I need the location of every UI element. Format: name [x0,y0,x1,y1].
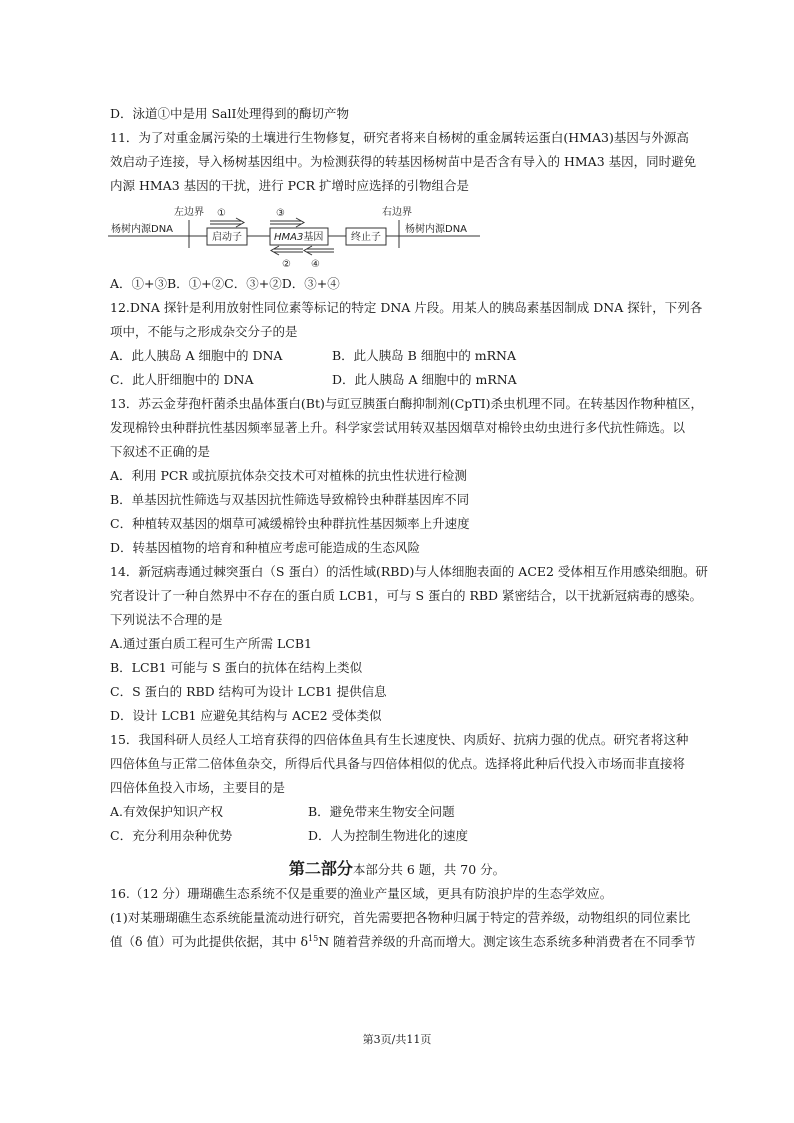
q15-option-b: B．避免带来生物安全问题 [308,804,455,819]
primer-3-label: ③ [276,208,285,219]
q15-options-row1 [110,804,690,820]
promoter-label: 启动子 [212,232,242,243]
gene-construct-diagram [108,202,480,272]
q15-option-d: D．人为控制生物进化的速度 [308,828,469,843]
q10-option-d: D．泳道①中是用 SalⅠ处理得到的酶切产物 [110,106,349,121]
primer-3-arrow [270,218,304,227]
q16-part1-line2: 值（δ 值）可为此提供依据，其中 $\delta^{15}N$ 随着营养级的升高而增大。测定该生态系统多种消费者在不同季节 [110,933,696,949]
page-footer: 第3页/共11页 [362,1033,432,1046]
q14-option-d: D．设计 LCB1 应避免其结构与 ACE2 受体类似 [110,708,382,723]
left-dna-label: 杨树内源DNA [111,224,174,235]
q15-option-c: C．充分利用杂种优势 [110,828,233,843]
section-heading [0,856,794,879]
q14-stem-line2: 究者设计了一种自然界中不存在的蛋白质 LCB1，可与 S 蛋白的 RBD 紧密结合，以干扰新冠病毒的感染。 [110,588,703,603]
primer-1-label: ① [217,208,226,219]
q15-options-row2 [110,828,690,844]
q12-options-row2 [110,372,690,388]
q16-part1-line1: (1)对某珊瑚礁生态系统能量流动进行研究，首先需要把各物种归属于特定的营养级，动物组织的同位素比 [110,910,691,925]
q14-stem-line1: 14．新冠病毒通过棘突蛋白（S 蛋白）的活性域(RBD)与人体细胞表面的 ACE2 受体相互作用感染细胞。研 [110,564,708,579]
q13-stem-line3: 下叙述不正确的是 [110,444,211,459]
section-subtitle: 本部分共 6 题，共 70 分。 [352,862,506,877]
gene-label: HMA3基因 [274,232,324,243]
q12-option-b: B．此人胰岛 B 细胞中的 mRNA [332,348,517,363]
q13-option-a: A．利用 PCR 或抗原抗体杂交技术可对植株的抗虫性状进行检测 [110,468,467,483]
q15-option-a: A.有效保护知识产权 [110,804,224,819]
q13-option-d: D．转基因植物的培育和种植应考虑可能造成的生态风险 [110,540,421,555]
q11-stem-line1: 11．为了对重金属污染的土壤进行生物修复，研究者将来自杨树的重金属转运蛋白(HMA3)基因与外源高 [110,130,689,145]
primer-2-label: ② [282,259,291,270]
primer-2-arrow [271,246,303,255]
q12-option-d: D．此人胰岛 A 细胞中的 mRNA [332,372,517,387]
q11-stem-line3: 内源 HMA3 基因的干扰，进行 PCR 扩增时应选择的引物组合是 [110,178,469,193]
q11-stem-line2: 效启动子连接，导入杨树基因组中。为检测获得的转基因杨树苗中是否含有导入的 HMA3 基因，同时避免 [110,154,697,169]
q13-option-c: C．种植转双基因的烟草可减缓棉铃虫种群抗性基因频率上升速度 [110,516,470,531]
q12-stem-line2: 项中，不能与之形成杂交分子的是 [110,324,298,339]
q13-stem-line1: 13．苏云金芽孢杆菌杀虫晶体蛋白(Bt)与豇豆胰蛋白酶抑制剂(CpTⅠ)杀虫机理不同。在转基因作物种植区， [110,396,703,411]
q12-options-row1 [110,348,690,364]
primer-4-arrow [304,246,334,255]
q15-stem-line3: 四倍体鱼投入市场，主要目的是 [110,780,286,795]
terminator-label: 终止子 [351,232,381,243]
primer-4-label: ④ [311,259,320,270]
q14-option-c: C．S 蛋白的 RBD 结构可为设计 LCB1 提供信息 [110,684,387,699]
q14-option-a: A.通过蛋白质工程可生产所需 LCB1 [110,636,312,651]
section-title: 第二部分 [288,859,353,878]
q15-stem-line1: 15．我国科研人员经人工培育获得的四倍体鱼具有生长速度快、肉质好、抗病力强的优点。研究者将这种 [110,732,689,747]
q13-option-b: B．单基因抗性筛选与双基因抗性筛选导致棉铃虫种群基因库不同 [110,492,470,507]
right-boundary-label: 右边界 [382,207,412,218]
q13-stem-line2: 发现棉铃虫种群抗性基因频率显著上升。科学家尝试用转双基因烟草对棉铃虫幼虫进行多代抗性筛选。以 [110,420,686,435]
q12-stem-line1: 12.DNA 探针是利用放射性同位素等标记的特定 DNA 片段。用某人的胰岛素基因制成 DNA 探针，下列各 [110,300,703,315]
q14-option-b: B．LCB1 可能与 S 蛋白的抗体在结构上类似 [110,660,363,675]
q16-stem: 16.（12 分）珊瑚礁生态系统不仅是重要的渔业产量区域，更具有防浪护岸的生态学效应。 [110,886,613,901]
q12-option-c: C．此人肝细胞中的 DNA [110,372,254,387]
primer-1-arrow [210,218,244,227]
q15-stem-line2: 四倍体鱼与正常二倍体鱼杂交，所得后代具备与四倍体相似的优点。选择将此种后代投入市场而非直接将 [110,756,686,771]
q11-options: A．①+③B．①+②C．③+②D．③+④ [110,276,340,291]
left-boundary-label: 左边界 [174,207,204,218]
q14-stem-line3: 下列说法不合理的是 [110,612,223,627]
right-dna-label: 杨树内源DNA [405,224,468,235]
q12-option-a: A．此人胰岛 A 细胞中的 DNA [110,348,283,363]
